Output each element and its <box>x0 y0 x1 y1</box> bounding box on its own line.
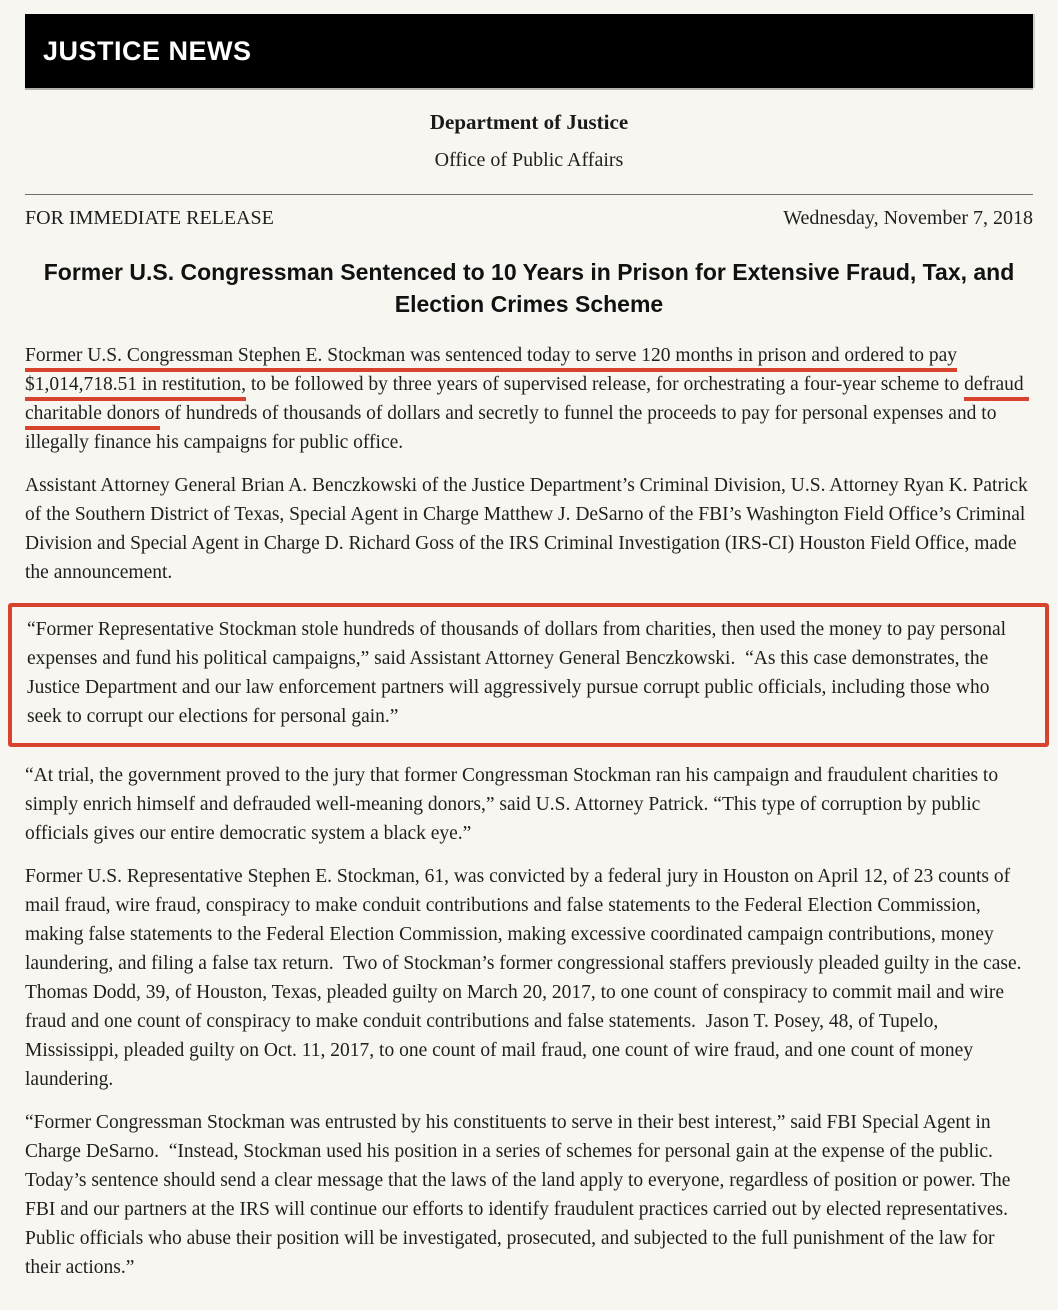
department-title: Department of Justice <box>429 110 629 134</box>
masthead <box>25 110 1033 172</box>
release-label: FOR IMMEDIATE RELEASE <box>25 207 274 229</box>
red-underlined-phrase-defraud-donors: defraud charitable donors <box>25 374 1029 430</box>
headline: Former U.S. Congressman Sentenced to 10 Years in Prison for Extensive Fraud, Tax, and Election Crimes Scheme <box>43 259 1015 318</box>
announcement-paragraph: Assistant Attorney General Brian A. Benczkowski of the Justice Department’s Criminal Division, U.S. Attorney Ryan K. Patrick of the Southern District of Texas, Special Agent in Charge Matthew J. DeSarno of the FBI’s Washington Field Office’s Criminal Division and Special Agent in Charge D. Richard Goss of the IRS Criminal Investigation (IRS-CI) Houston Field Office, made the announcement. <box>25 475 1033 584</box>
press-release-page <box>0 14 1058 1310</box>
red-underlined-phrase-sentence: Former U.S. Congressman Stephen E. Stockman was sentenced today to serve 120 months in prison and ordered to pay <box>25 345 957 372</box>
release-bar <box>25 207 1033 230</box>
release-date: Wednesday, November 7, 2018 <box>783 207 1033 229</box>
divider-rule <box>25 194 1033 195</box>
lead-paragraph-text: to be followed by three years of supervised release, for orchestrating a four-year scheme to <box>246 374 965 396</box>
office-subtitle: Office of Public Affairs <box>434 149 624 171</box>
lead-paragraph-text <box>957 345 962 366</box>
benczkowski-quote-paragraph-red-boxed: “Former Representative Stockman stole hundreds of thousands of dollars from charities, then used the money to pay personal expenses and fund his political campaigns,” said Assistant Attorney General Benczkowski. “As this case demonstrates, the Justice Department and our law enforcement partners will aggressively pursue corrupt public officials, including those who seek to corrupt our elections for personal gain.” <box>8 603 1049 747</box>
desarno-quote-paragraph: “Former Congressman Stockman was entrusted by his constituents to serve in their best interest,” said FBI Special Agent in Charge DeSarno. “Instead, Stockman used his position in a series of schemes for personal gain at the expense of the public. Today’s sentence should send a clear message that the laws of the land apply to everyone, regardless of position or power. The FBI and our partners at the IRS will continue our efforts to identify fraudulent practices carried out by elected representatives. Public officials who abuse their position will be investigated, prosecuted, and subjected to the full punishment of the law for their actions.” <box>25 1112 1016 1279</box>
patrick-quote-paragraph: “At trial, the government proved to the jury that former Congressman Stockman ran his campaign and fraudulent charities to simply enrich himself and defrauded well-meaning donors,” said U.S. Attorney Patrick. “This type of corruption by public officials gives our entire democratic system a black eye.” <box>25 765 1003 845</box>
lead-paragraph-text: of hundreds of thousands of dollars and secretly to funnel the proceeds to pay for personal expenses and to illegally finance his campaigns for public office. <box>25 403 1002 454</box>
justice-news-banner <box>25 14 1033 88</box>
conviction-details-paragraph: Former U.S. Representative Stephen E. Stockman, 61, was convicted by a federal jury in Houston on April 12, of 23 counts of mail fraud, wire fraud, conspiracy to make conduit contributions and false statements to the Federal Election Commission, making false statements to the Federal Election Commission, making excessive coordinated campaign contributions, money laundering, and filing a false tax return. Two of Stockman’s former congressional staffers previously pleaded guilty in the case. Thomas Dodd, 39, of Houston, Texas, pleaded guilty on March 20, 2017, to one count of conspiracy to commit mail and wire fraud and one count of conspiracy to make conduit contributions and false statements. Jason T. Posey, 48, of Tupelo, Mississippi, pleaded guilty on Oct. 11, 2017, to one count of mail fraud, one count of wire fraud, and one count of money laundering. <box>25 866 1031 1091</box>
banner-title: JUSTICE NEWS <box>43 35 252 66</box>
lead-paragraph <box>25 341 1033 457</box>
red-underlined-phrase-restitution: $1,014,718.51 in restitution, <box>25 374 246 401</box>
